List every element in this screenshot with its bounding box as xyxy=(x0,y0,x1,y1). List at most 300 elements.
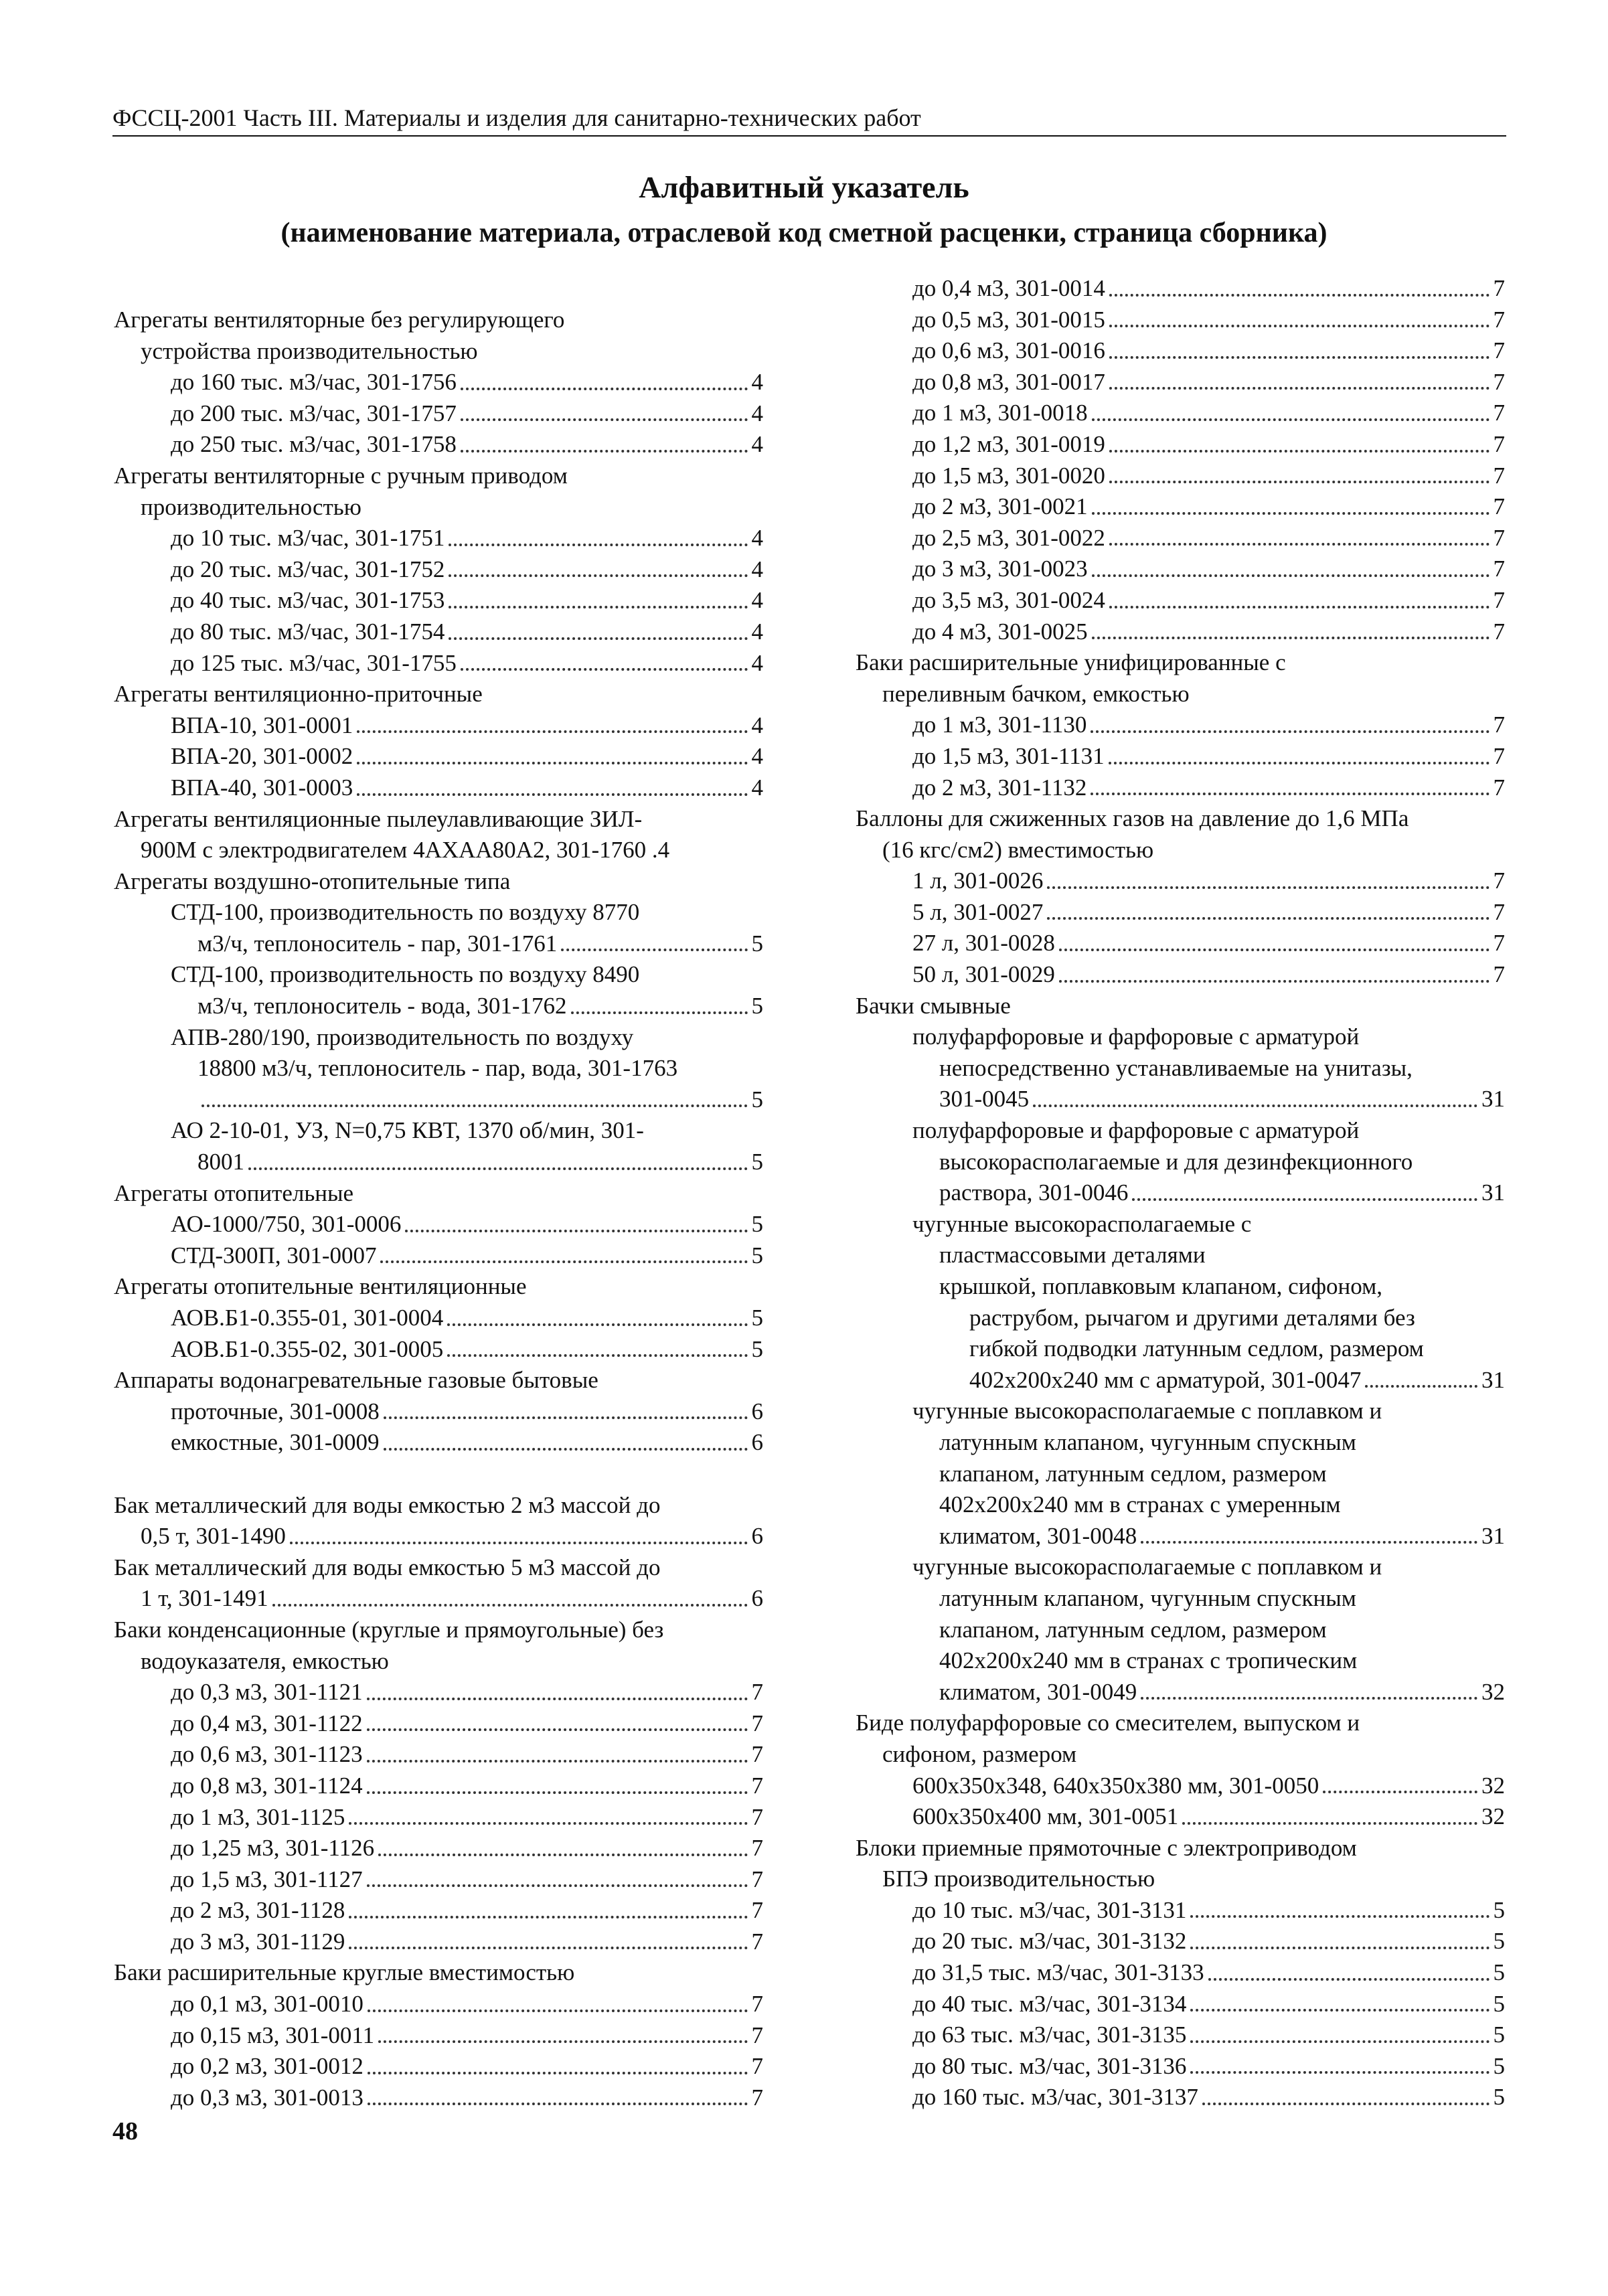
index-entry xyxy=(856,959,1505,991)
entry-page: 5 xyxy=(751,993,763,1019)
dot-leader xyxy=(1190,1989,1489,2012)
entry-page: 5 xyxy=(751,1149,763,1175)
entry-page: 7 xyxy=(1493,930,1505,957)
entry-text: Баллоны для сжиженных газов на давление до 1,6 МПа xyxy=(856,805,1409,832)
index-entry xyxy=(114,1833,763,1864)
dot-leader xyxy=(449,617,747,640)
index-entry xyxy=(114,1646,763,1677)
entry-page: 7 xyxy=(1493,774,1505,801)
entry-text: климатом, 301-0049 xyxy=(939,1678,1137,1705)
entry-text: до 0,8 м3, 301-0017 xyxy=(912,368,1105,395)
entry-text: клапаном, латунным седлом, размером xyxy=(939,1616,1327,1643)
entry-text: АО 2-10-01, УЗ, N=0,75 КВТ, 1370 об/мин, 301- xyxy=(171,1117,644,1144)
index-entry xyxy=(114,336,763,367)
index-entry xyxy=(856,835,1505,866)
entry-page: 5 xyxy=(1493,1896,1505,1923)
index-entry xyxy=(114,1989,763,2020)
entry-page: 7 xyxy=(751,2053,763,2080)
entry-page: 4 xyxy=(751,431,763,458)
dot-leader xyxy=(290,1521,748,1544)
entry-text: до 1,5 м3, 301-0020 xyxy=(912,462,1105,489)
entry-text: до 3 м3, 301-0023 xyxy=(912,556,1088,582)
dot-leader xyxy=(1109,335,1490,359)
dot-leader xyxy=(1141,1521,1477,1544)
dot-leader xyxy=(1132,1177,1477,1201)
entry-text: 900М с электродвигателем 4АХАА80А2, 301-1760 .4 xyxy=(141,837,670,864)
entry-text: 1 т, 301-1491 xyxy=(141,1585,268,1612)
index-entry xyxy=(856,1489,1505,1521)
entry-page: 7 xyxy=(751,1835,763,1862)
dot-leader xyxy=(449,585,747,608)
entry-text: до 20 тыс. м3/час, 301-3132 xyxy=(912,1928,1187,1955)
index-entry xyxy=(856,1084,1505,1115)
entry-page: 7 xyxy=(1493,493,1505,520)
entry-page: 7 xyxy=(1493,524,1505,551)
index-entry xyxy=(856,1583,1505,1615)
entry-page: 4 xyxy=(751,587,763,614)
entry-text: Агрегаты отопительные вентиляционные xyxy=(114,1273,527,1300)
dot-leader xyxy=(1190,2051,1489,2074)
index-entry xyxy=(856,1459,1505,1490)
dot-leader xyxy=(1190,2020,1489,2043)
entry-text: до 10 тыс. м3/час, 301-1751 xyxy=(171,525,445,552)
entry-text: СТД-100, производительность по воздуху 8770 xyxy=(171,899,640,926)
entry-page: 6 xyxy=(751,1523,763,1550)
entry-text: 0,5 т, 301-1490 xyxy=(141,1523,286,1550)
dot-leader xyxy=(368,2082,748,2106)
entry-page: 31 xyxy=(1481,1522,1505,1549)
dot-leader xyxy=(447,1303,747,1326)
index-entry xyxy=(856,1115,1505,1147)
index-entry xyxy=(114,1427,763,1459)
dot-leader xyxy=(571,991,748,1014)
entry-text: Агрегаты вентиляционные пылеулавливающие ЗИЛ- xyxy=(114,805,643,832)
entry-page: 5 xyxy=(751,1335,763,1362)
dot-leader xyxy=(449,523,747,546)
dot-leader xyxy=(461,367,748,390)
entry-text: (16 кгс/см2) вместимостью xyxy=(882,836,1154,863)
entry-page: 5 xyxy=(751,1086,763,1113)
entry-page: 7 xyxy=(1493,742,1505,769)
entry-page: 31 xyxy=(1481,1179,1505,1206)
entry-text: ВПА-20, 301-0002 xyxy=(171,743,353,770)
entry-page: 7 xyxy=(1493,462,1505,489)
dot-leader xyxy=(349,1802,747,1825)
dot-leader xyxy=(368,1989,748,2012)
entry-page: 7 xyxy=(1493,400,1505,426)
dot-leader xyxy=(378,2020,747,2044)
index-entry xyxy=(856,647,1505,679)
index-entry xyxy=(856,991,1505,1022)
entry-text: 27 л, 301-0028 xyxy=(912,930,1055,957)
index-entry xyxy=(114,1459,763,1490)
dot-leader xyxy=(1092,617,1490,640)
entry-text: АО-1000/750, 301-0006 xyxy=(171,1211,402,1238)
entry-page: 31 xyxy=(1481,1366,1505,1393)
index-entry xyxy=(856,461,1505,492)
index-entry xyxy=(856,273,1505,305)
dot-leader xyxy=(461,648,748,671)
entry-page: 5 xyxy=(1493,2052,1505,2079)
entry-text: полуфарфоровые и фарфоровые с арматурой xyxy=(912,1023,1360,1050)
dot-leader xyxy=(561,928,747,952)
index-entry xyxy=(856,367,1505,398)
entry-page: 4 xyxy=(751,525,763,552)
entry-text: 600x350x348, 640x350x380 мм, 301-0050 xyxy=(912,1772,1319,1799)
entry-page: 4 xyxy=(751,712,763,738)
entry-page: 5 xyxy=(751,1211,763,1238)
dot-leader xyxy=(349,1895,747,1918)
index-entry xyxy=(114,1178,763,1210)
entry-page: 5 xyxy=(1493,2022,1505,2048)
dot-leader xyxy=(357,741,747,764)
index-entry xyxy=(856,1333,1505,1365)
entry-page: 7 xyxy=(1493,898,1505,925)
index-entry xyxy=(114,1396,763,1428)
index-entry xyxy=(114,1521,763,1552)
dot-leader xyxy=(367,1677,748,1700)
entry-page: 5 xyxy=(1493,1928,1505,1955)
entry-text: до 0,1 м3, 301-0010 xyxy=(171,1991,364,2018)
entry-text: до 10 тыс. м3/час, 301-3131 xyxy=(912,1896,1187,1923)
index-entry xyxy=(856,679,1505,710)
entry-text: латунным клапаном, чугунным спускным xyxy=(939,1584,1356,1611)
dot-leader xyxy=(1091,710,1489,733)
entry-text: Агрегаты вентиляторные с ручным приводом xyxy=(114,462,568,489)
entry-page: 7 xyxy=(751,1866,763,1892)
dot-leader xyxy=(1182,1801,1477,1825)
entry-page: 7 xyxy=(751,1710,763,1736)
index-entry xyxy=(114,991,763,1022)
index-entry xyxy=(114,461,763,492)
index-entry xyxy=(856,398,1505,429)
entry-text: производительностью xyxy=(141,493,361,520)
entry-text: 402x200x240 мм с арматурой, 301-0047 xyxy=(969,1366,1362,1393)
entry-text: чугунные высокорасполагаемые с поплавком и xyxy=(912,1398,1382,1424)
index-entry xyxy=(114,1022,763,1054)
entry-text: до 4 м3, 301-0025 xyxy=(912,618,1088,645)
dot-leader xyxy=(1109,305,1490,328)
entry-page: 7 xyxy=(751,2022,763,2048)
dot-leader xyxy=(1092,398,1490,421)
entry-page: 6 xyxy=(751,1429,763,1456)
index-entry xyxy=(114,1926,763,1958)
index-entry xyxy=(856,585,1505,617)
entry-text: Биде полуфарфоровые со смесителем, выпуском и xyxy=(856,1710,1360,1736)
index-entry xyxy=(856,1552,1505,1583)
index-entry xyxy=(856,554,1505,585)
index-entry xyxy=(114,1677,763,1708)
dot-leader xyxy=(378,1833,747,1856)
entry-text: АОВ.Б1-0.355-01, 301-0004 xyxy=(171,1305,444,1331)
index-entry xyxy=(114,1864,763,1896)
entry-page: 7 xyxy=(1493,586,1505,613)
entry-text: до 63 тыс. м3/час, 301-3135 xyxy=(912,2022,1187,2048)
dot-leader xyxy=(1047,866,1489,889)
entry-page: 4 xyxy=(751,556,763,582)
entry-text: устройства производительностью xyxy=(141,337,478,364)
entry-text: до 1,5 м3, 301-1127 xyxy=(171,1866,363,1892)
index-entry xyxy=(114,429,763,461)
entry-text: до 0,4 м3, 301-1122 xyxy=(171,1710,363,1736)
entry-text: до 0,8 м3, 301-1124 xyxy=(171,1772,363,1799)
entry-text: Баки расширительные унифицированные с xyxy=(856,649,1286,676)
entry-text: до 0,6 м3, 301-1123 xyxy=(171,1741,363,1768)
entry-text: до 200 тыс. м3/час, 301-1757 xyxy=(171,400,457,426)
entry-text: Бак металлический для воды емкостью 5 м3 массой до xyxy=(114,1554,661,1580)
index-entry xyxy=(856,1396,1505,1427)
entry-page: 7 xyxy=(1493,306,1505,333)
index-entry xyxy=(856,1677,1505,1708)
entry-text: до 250 тыс. м3/час, 301-1758 xyxy=(171,431,457,458)
index-entry xyxy=(856,305,1505,336)
index-entry xyxy=(856,1209,1505,1240)
entry-text: Агрегаты вентиляторные без регулирующего xyxy=(114,307,565,333)
dot-leader xyxy=(1092,554,1490,577)
index-entry xyxy=(114,554,763,586)
entry-text: до 2 м3, 301-1132 xyxy=(912,774,1087,801)
entry-page: 6 xyxy=(751,1398,763,1424)
entry-page: 32 xyxy=(1481,1772,1505,1799)
dot-leader xyxy=(1365,1365,1477,1388)
entry-text: полуфарфоровые и фарфоровые с арматурой xyxy=(912,1117,1360,1144)
entry-page: 7 xyxy=(1493,712,1505,738)
dot-leader xyxy=(1091,772,1489,796)
entry-page: 7 xyxy=(751,2084,763,2111)
dot-leader xyxy=(449,554,747,578)
entry-text: до 0,5 м3, 301-0015 xyxy=(912,306,1105,333)
entry-text: Агрегаты отопительные xyxy=(114,1179,354,1206)
entry-text: высокорасполагаемые и для дезинфекционного xyxy=(939,1148,1413,1175)
entry-text: 402x200x240 мм в странах с умеренным xyxy=(939,1491,1341,1518)
index-entry xyxy=(856,772,1505,804)
index-entry xyxy=(114,305,763,336)
entry-text: до 1,25 м3, 301-1126 xyxy=(171,1835,375,1862)
dot-leader xyxy=(368,2051,748,2074)
entry-page: 32 xyxy=(1481,1678,1505,1705)
entry-text: 1 л, 301-0026 xyxy=(912,868,1044,894)
entry-page: 7 xyxy=(751,1772,763,1799)
entry-page: 7 xyxy=(1493,368,1505,395)
dot-leader xyxy=(357,772,747,796)
entry-text: АПВ-280/190, производительность по воздуху xyxy=(171,1023,634,1050)
entry-text: 5 л, 301-0027 xyxy=(912,898,1044,925)
index-entry xyxy=(856,491,1505,523)
index-subtitle: (наименование материала, отраслевой код сметной расценки, страница сборника) xyxy=(280,218,1328,248)
dot-leader xyxy=(367,1864,748,1888)
index-entry xyxy=(114,2020,763,2052)
index-entry xyxy=(856,1177,1505,1209)
index-entry xyxy=(856,1271,1505,1303)
index-entry xyxy=(114,1334,763,1366)
index-entry xyxy=(114,1240,763,1272)
index-entry xyxy=(114,367,763,398)
dot-leader xyxy=(349,1926,747,1950)
entry-page: 7 xyxy=(1493,961,1505,988)
index-entry xyxy=(114,398,763,430)
index-entry xyxy=(114,959,763,991)
entry-text: сифоном, размером xyxy=(882,1740,1077,1767)
index-entry xyxy=(856,1615,1505,1646)
index-entry xyxy=(856,617,1505,648)
index-entry xyxy=(856,2020,1505,2051)
index-entry xyxy=(856,1240,1505,1271)
dot-leader xyxy=(357,710,747,734)
index-entry xyxy=(114,1895,763,1926)
index-entry xyxy=(114,1365,763,1396)
index-entry xyxy=(856,1021,1505,1053)
entry-text: до 31,5 тыс. м3/час, 301-3133 xyxy=(912,1959,1204,1986)
dot-leader xyxy=(461,398,748,422)
entry-text: до 0,3 м3, 301-0013 xyxy=(171,2084,364,2111)
entry-text: БПЭ производительностью xyxy=(882,1866,1155,1892)
index-entry xyxy=(856,2051,1505,2082)
entry-text: чугунные высокорасполагаемые с поплавком и xyxy=(912,1554,1382,1580)
index-entry xyxy=(114,1552,763,1584)
index-entry xyxy=(114,1084,763,1116)
index-entry xyxy=(856,897,1505,928)
dot-leader xyxy=(367,1771,748,1794)
entry-page: 5 xyxy=(1493,2084,1505,2111)
index-entry xyxy=(856,1645,1505,1677)
entry-page: 4 xyxy=(751,369,763,396)
entry-text: до 3,5 м3, 301-0024 xyxy=(912,586,1105,613)
dot-leader xyxy=(1202,2082,1490,2105)
index-entry xyxy=(856,1365,1505,1396)
page-number: 48 xyxy=(112,2117,138,2145)
entry-text: м3/ч, теплоноситель - пар, 301-1761 xyxy=(197,930,558,957)
index-entry xyxy=(114,741,763,772)
entry-page: 7 xyxy=(751,1803,763,1830)
entry-text: гибкой подводки латунным седлом, размером xyxy=(969,1335,1424,1362)
index-entry xyxy=(114,928,763,960)
dot-leader xyxy=(367,1739,748,1762)
entry-text: Блоки приемные прямоточные с электроприводом xyxy=(856,1834,1357,1861)
entry-text: проточные, 301-0008 xyxy=(171,1398,380,1424)
dot-leader xyxy=(1190,1895,1489,1918)
entry-text: непосредственно устанавливаемые на унитазы, xyxy=(939,1054,1413,1081)
dot-leader xyxy=(1047,897,1489,920)
entry-page: 32 xyxy=(1481,1803,1505,1830)
entry-text: раствора, 301-0046 xyxy=(939,1179,1129,1206)
dot-leader xyxy=(384,1427,748,1451)
entry-text: до 20 тыс. м3/час, 301-1752 xyxy=(171,556,445,582)
entry-page: 7 xyxy=(1493,337,1505,364)
entry-text: до 0,15 м3, 301-0011 xyxy=(171,2022,375,2048)
entry-page: 5 xyxy=(751,1242,763,1268)
dot-leader xyxy=(1109,429,1490,453)
index-entry xyxy=(114,1739,763,1771)
entry-text: чугунные высокорасполагаемые с xyxy=(912,1210,1252,1237)
dot-leader xyxy=(405,1209,747,1232)
index-entry xyxy=(114,585,763,617)
entry-text: до 1 м3, 301-0018 xyxy=(912,400,1088,426)
index-entry xyxy=(856,866,1505,897)
index-entry xyxy=(856,710,1505,741)
index-entry xyxy=(114,492,763,523)
dot-leader xyxy=(248,1147,748,1170)
index-entry xyxy=(114,617,763,648)
entry-page: 31 xyxy=(1481,1086,1505,1113)
index-entry xyxy=(114,866,763,898)
entry-page: 7 xyxy=(1493,556,1505,582)
entry-page: 4 xyxy=(751,743,763,770)
entry-page: 4 xyxy=(751,774,763,801)
entry-text: АОВ.Б1-0.355-02, 301-0005 xyxy=(171,1335,444,1362)
dot-leader xyxy=(1092,491,1490,515)
entry-text: до 0,2 м3, 301-0012 xyxy=(171,2053,364,2080)
entry-text: Бак металлический для воды емкостью 2 м3 массой до xyxy=(114,1491,661,1518)
entry-text: до 160 тыс. м3/час, 301-3137 xyxy=(912,2084,1198,2111)
entry-page: 4 xyxy=(751,649,763,676)
index-column-left xyxy=(114,305,763,2113)
dot-leader xyxy=(1109,585,1490,608)
index-entry xyxy=(856,1957,1505,1989)
index-entry xyxy=(856,1427,1505,1459)
dot-leader xyxy=(1109,523,1490,546)
dot-leader xyxy=(1109,273,1490,297)
index-entry xyxy=(856,803,1505,835)
entry-text: до 3 м3, 301-1129 xyxy=(171,1928,345,1955)
dot-leader xyxy=(1141,1677,1477,1700)
index-entry xyxy=(114,648,763,679)
entry-text: клапаном, латунным седлом, размером xyxy=(939,1460,1327,1487)
index-entry xyxy=(856,1303,1505,1334)
entry-text: переливным бачком, емкостью xyxy=(882,680,1190,707)
entry-text: Аппараты водонагревательные газовые бытовые xyxy=(114,1367,598,1394)
entry-text: до 1 м3, 301-1130 xyxy=(912,712,1087,738)
index-entry xyxy=(856,1989,1505,2020)
entry-text: 8001 xyxy=(197,1149,244,1175)
entry-text: крышкой, поплавковым клапаном, сифоном, xyxy=(939,1273,1383,1299)
index-entry xyxy=(856,1864,1505,1895)
entry-text: 402x200x240 мм в странах с тропическим xyxy=(939,1647,1358,1674)
entry-page: 4 xyxy=(751,400,763,426)
index-entry xyxy=(856,1771,1505,1802)
index-entry xyxy=(114,1147,763,1178)
entry-page: 7 xyxy=(1493,868,1505,894)
entry-text: раструбом, рычагом и другими деталями без xyxy=(969,1304,1415,1331)
entry-text: водоуказателя, емкостью xyxy=(141,1647,389,1674)
index-entry xyxy=(114,1209,763,1240)
entry-text: до 160 тыс. м3/час, 301-1756 xyxy=(171,369,457,396)
entry-text: до 80 тыс. м3/час, 301-3136 xyxy=(912,2052,1187,2079)
entry-text: Агрегаты вентиляционно-приточные xyxy=(114,681,483,708)
entry-text: пластмассовыми деталями xyxy=(939,1242,1206,1268)
index-entry xyxy=(856,1521,1505,1552)
index-entry xyxy=(114,1957,763,1989)
index-entry xyxy=(856,335,1505,367)
entry-page: 7 xyxy=(1493,275,1505,301)
entry-text: СТД-100, производительность по воздуху 8490 xyxy=(171,961,640,988)
entry-page: 7 xyxy=(751,1741,763,1768)
entry-text: до 40 тыс. м3/час, 301-3134 xyxy=(912,1990,1187,2017)
entry-text: до 125 тыс. м3/час, 301-1755 xyxy=(171,649,457,676)
index-entry xyxy=(856,928,1505,959)
entry-page: 5 xyxy=(751,1305,763,1331)
entry-text: до 0,3 м3, 301-1121 xyxy=(171,1679,363,1706)
dot-leader xyxy=(380,1240,747,1264)
entry-text: до 40 тыс. м3/час, 301-1753 xyxy=(171,587,445,614)
entry-text: Баки расширительные круглые вместимостью xyxy=(114,1959,575,1986)
index-entry xyxy=(114,1583,763,1615)
entry-page: 7 xyxy=(751,1897,763,1924)
entry-text: ВПА-40, 301-0003 xyxy=(171,774,353,801)
entry-text: м3/ч, теплоноситель - вода, 301-1762 xyxy=(197,993,567,1019)
index-entry xyxy=(114,835,763,866)
index-column-right xyxy=(856,273,1505,2113)
index-entry xyxy=(114,679,763,710)
